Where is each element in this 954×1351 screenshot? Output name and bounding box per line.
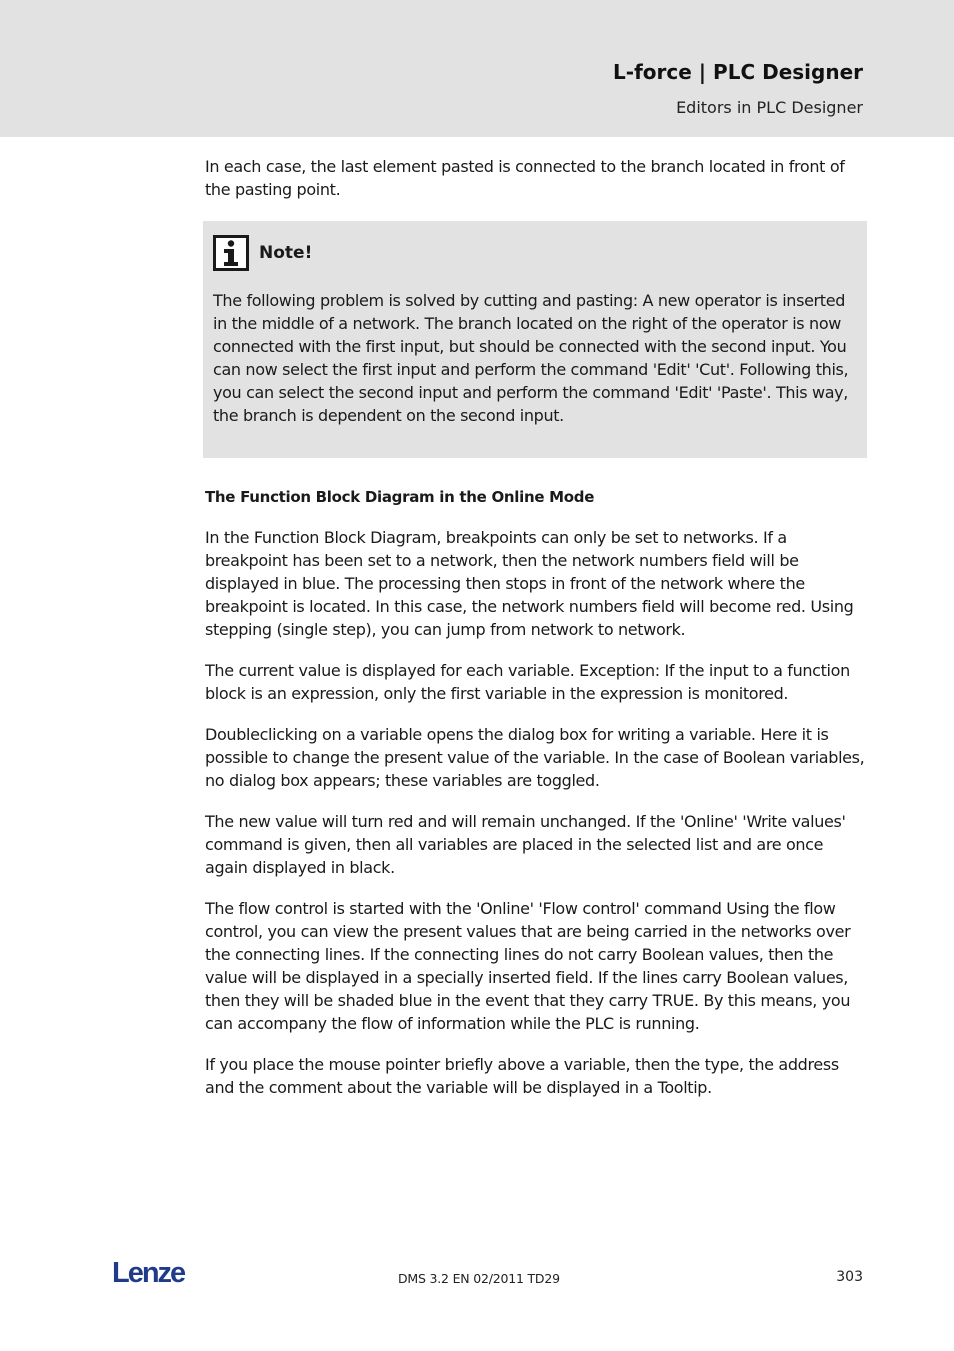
section-heading: The Function Block Diagram in the Online Mode (205, 488, 595, 506)
paragraph: In the Function Block Diagram, breakpoints can only be set to networks. If a breakpoint has been set to a network, then the network numbers field will be displayed in blue. The processing then stops in front of the network where the breakpoint is located. In this case, the network numbers field will become red. Using stepping (single step), you can jump from network to network. (205, 528, 854, 639)
page-number: 303 (836, 1269, 863, 1285)
note-text: The following problem is solved by cutting and pasting: A new operator is inserted in the middle of a network. The branch located on the right of the operator is now connected with the first input, but should be connected with the second input. You can now select the first input and perform the command 'Edit' 'Cut'. Following this, you can select the second input and perform the command 'Edit' 'Paste'. This way, the branch is dependent on the second input. (213, 291, 849, 425)
document-title: L-force | PLC Designer (613, 60, 863, 84)
svg-text:Lenze: Lenze (112, 1258, 185, 1286)
paragraph: The new value will turn red and will remain unchanged. If the 'Online' 'Write values' command is given, then all variables are placed in the selected list and are once again displayed in black. (205, 812, 846, 877)
intro-paragraph: In each case, the last element pasted is connected to the branch located in front of the pasting point. (205, 157, 845, 199)
document-id: DMS 3.2 EN 02/2011 TD29 (398, 1271, 560, 1286)
note-label: Note! (259, 242, 313, 263)
paragraph: If you place the mouse pointer briefly above a variable, then the type, the address and the comment about the variable will be displayed in a Tooltip. (205, 1055, 839, 1097)
page-header (0, 0, 954, 137)
note-box (203, 221, 867, 458)
note-header (213, 235, 857, 271)
chapter-title: Editors in PLC Designer (676, 98, 863, 117)
paragraph: The flow control is started with the 'Online' 'Flow control' command Using the flow control, you can view the present values that are being carried in the networks over the connecting lines. If the connecting lines do not carry Boolean values, then the value will be displayed in a specially inserted field. If the lines carry Boolean values, then they will be shaded blue in the event that they carry TRUE. By this means, you can accompany the flow of information while the PLC is running. (205, 899, 851, 1033)
lenze-logo (112, 1258, 192, 1286)
paragraph: Doubleclicking on a variable opens the dialog box for writing a variable. Here it is possible to change the present value of the variable. In the case of Boolean variables, no dialog box appears; these variables are toggled. (205, 725, 865, 790)
info-icon (213, 235, 249, 271)
paragraph: The current value is displayed for each variable. Exception: If the input to a function block is an expression, only the first variable in the expression is monitored. (205, 661, 850, 703)
page-content (205, 155, 865, 1117)
